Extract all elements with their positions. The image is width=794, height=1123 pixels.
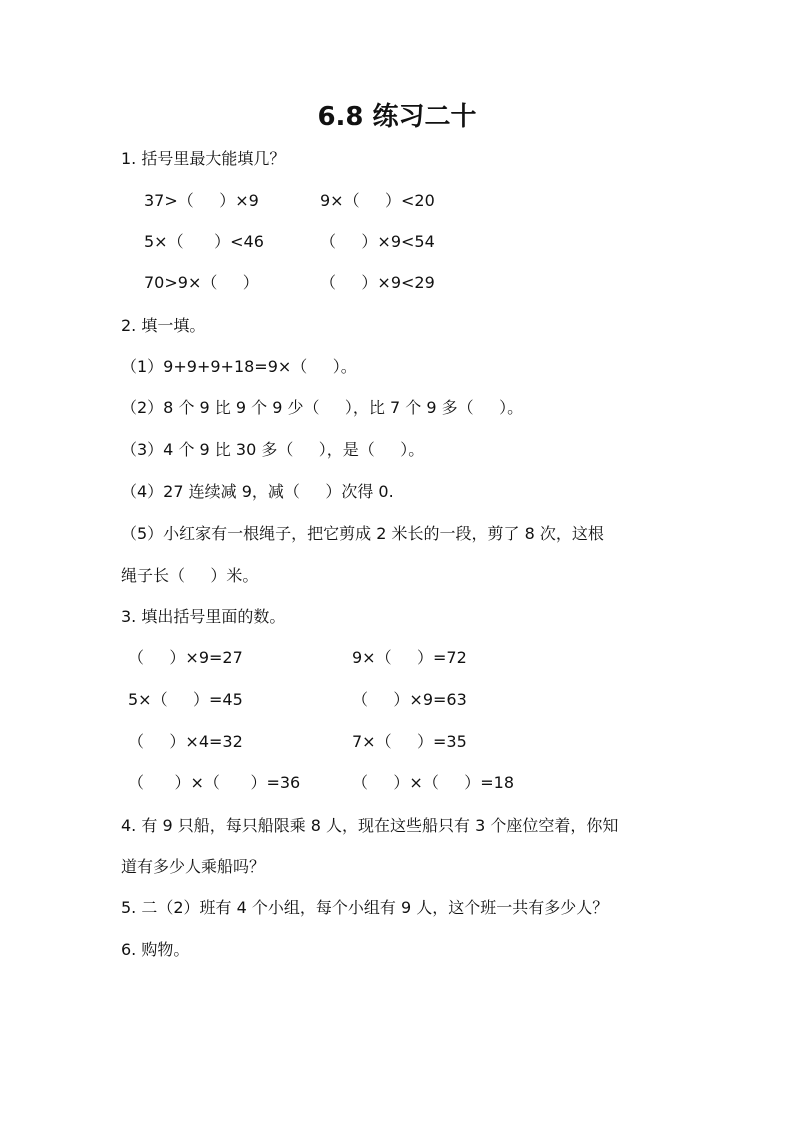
q3-row1-right: 9×（ ）=72 [352,648,467,667]
q2-item-5-cont: 绳子长（ ）米。 [121,566,259,585]
page-title: 6.8 练习二十 [317,102,477,132]
q1-row3-right: （ ）×9<29 [320,273,435,292]
q3-row2-left: 5×（ ）=45 [128,690,243,709]
q1-row1-left: 37>（ ）×9 [144,191,259,210]
q3-row3-right: 7×（ ）=35 [352,732,467,751]
q3-row1-left: （ ）×9=27 [128,648,243,667]
q3-row4-left: （ ）×（ ）=36 [128,773,301,792]
q3-heading: 3. 填出括号里面的数。 [121,607,286,626]
q4-line-2: 道有多少人乘船吗？ [121,857,266,876]
q1-heading: 1. 括号里最大能填几？ [121,149,286,168]
q1-row2-right: （ ）×9<54 [320,232,435,251]
q2-item-2: （2）8 个 9 比 9 个 9 少（ ），比 7 个 9 多（ ）。 [121,398,524,417]
q5-text: 5. 二（2）班有 4 个小组，每个小组有 9 人，这个班一共有多少人？ [121,898,609,917]
q2-item-3: （3）4 个 9 比 30 多（ ），是（ ）。 [121,440,425,459]
q1-row1-right: 9×（ ）<20 [320,191,435,210]
q2-heading: 2. 填一填。 [121,316,206,335]
q2-item-5: （5）小红家有一根绳子，把它剪成 2 米长的一段，剪了 8 次，这根 [121,524,604,543]
q4-line-1: 4. 有 9 只船，每只船限乘 8 人，现在这些船只有 3 个座位空着，你知 [121,816,619,835]
q2-item-4: （4）27 连续减 9，减（ ）次得 0. [121,482,394,501]
q3-row3-left: （ ）×4=32 [128,732,243,751]
q6-text: 6. 购物。 [121,940,190,959]
q1-row2-left: 5×（ ）<46 [144,232,264,251]
q3-row2-right: （ ）×9=63 [352,690,467,709]
q1-row3-left: 70>9×（ ） [144,273,259,292]
q2-item-1: （1）9+9+9+18=9×（ ）。 [121,357,357,376]
q3-row4-right: （ ）×（ ）=18 [352,773,515,792]
